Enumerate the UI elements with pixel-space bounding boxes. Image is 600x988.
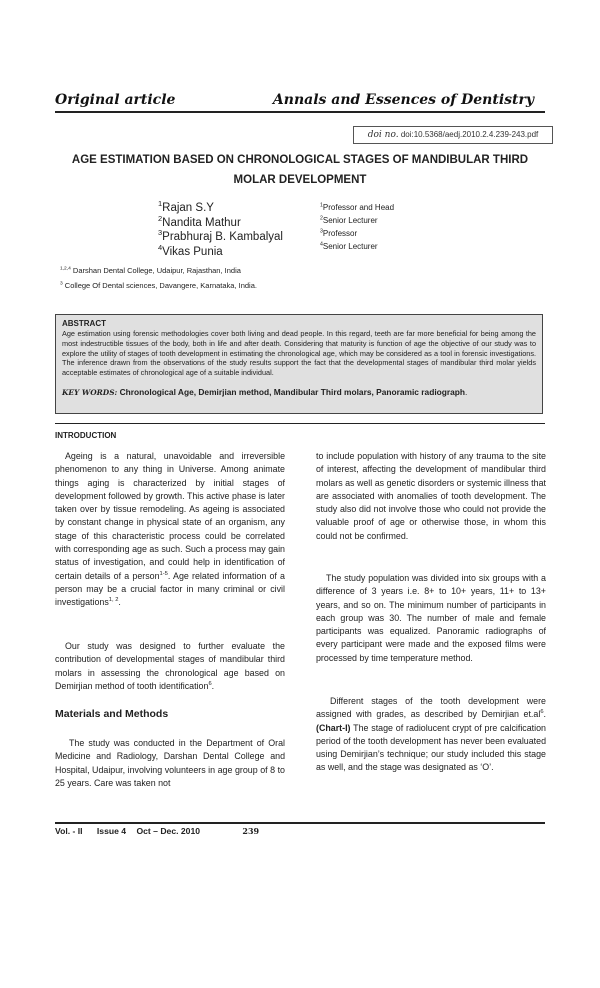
author-roles [320, 201, 394, 253]
affiliation-1: $^{1,2,4}$ Darshan Dental College, Udaipur, Rajasthan, India [60, 266, 241, 275]
article-title: AGE ESTIMATION BASED ON CHRONOLOGICAL STAGES OF MANDIBULAR THIRD MOLAR DEVELOPMENT [71, 154, 529, 186]
footer-page-number: 239 [242, 826, 260, 836]
methods-paragraph-1: The study was conducted in the Department of Oral Medicine and Radiology, Darshan Dental College and Hospital, Udaipur, involving volunteers in age group of 8 to 25 years. Care was taken not [55, 738, 285, 788]
author-item: $^2$Nandita Mathur [158, 213, 241, 229]
author-role: $^1$Professor and Head [320, 202, 395, 212]
methods-paragraph-3: Different stages of the tooth development were assigned with grades, as described by Demirjian $et.al^6$. (Chart-I) The stage of radiolucent crypt of pre calcification period of the tooth development has never been evaluated using Demirjian’s technique; our study included this stage as well, and the stage was designated as ‘O’. [316, 696, 546, 773]
author-list [158, 201, 283, 259]
chart-reference: (Chart-I) [316, 722, 351, 733]
abstract-text: Age estimation using forensic methodologies cover both living and dead people. In this regard, teeth are far more beneficial for being among the most indestructible tissues of the body, both in life and after death. Considering that maturity is function of age the objective of our study was to explore the utility of stages of tooth development in estimating the chronological age, which may be considered as a tool in forensic investigations. The inference drawn from the observations of the study results support the fact that the developmental stages of mandibular third molar yields acceptable estimates of chronological age of a suitable individual. [62, 329, 536, 378]
abstract-heading: ABSTRACT [62, 319, 106, 328]
header-rule [55, 111, 545, 113]
doi-value[interactable]: doi:10.5368/aedj.2010.2.4.239-243.pdf [400, 130, 539, 139]
doi-label: doi no. [367, 130, 399, 140]
footer-date: Oct – Dec. 2010 [136, 826, 201, 836]
footer [55, 826, 259, 836]
footer-volume: Vol. - II [55, 826, 83, 836]
methods-paragraph-2: The study population was divided into six groups with a difference of 3 years i.e. 8+ to 10+ years, 11+ to 13+ years, and so on. The minimum number of participants in each group was 30. The number of male and female participants was equalized. Panoramic radiographs of every participant were made and the exposed films were processed by time temperature method. [316, 573, 546, 663]
affiliation-2: $^3$ College Of Dental sciences, Davangere, Karnataka, India. [60, 281, 257, 290]
abstract-box [55, 314, 543, 414]
keywords-label: KEY WORDS: [62, 387, 118, 397]
author-role: $^2$Senior Lecturer [320, 215, 378, 225]
footer-rule [55, 822, 545, 824]
methods-heading: Materials and Methods [55, 708, 169, 720]
author-item: $^1$Rajan S.Y [158, 199, 214, 214]
introduction-heading: INTRODUCTION [55, 431, 117, 440]
intro-paragraph-1: Ageing is a natural, unavoidable and irreversible phenomenon to any thing in Universe. Among animate things aging is characterized by initial stages of development followed by growth. This active phase is later taken over by tissue remodeling. As ageing is associated by constant change in physical state of an organism, any stage of this characteristic process could be correlated with corresponding age as such. Such a process may gain status of investigation, and could help in identification of certain details of a person$^{1-5}$. Age related information of a person may be a crucial factor in many criminal or civil investigations$^{1, 2}$. [55, 451, 285, 608]
header-journal-name: Annals and Essences of Dentistry [272, 92, 534, 108]
intro-paragraph-2: Our study was designed to further evaluate the contribution of developmental stages of mandibular third molars in assessing the chronological age based on Demirjian method of tooth identification$^6$. [55, 641, 285, 691]
author-role: $^3$Professor [320, 228, 358, 238]
footer-issue: Issue 4 [96, 826, 127, 836]
methods-paragraph-1-cont: to include population with history of any trauma to the site of interest, affecting the development of mandibular third molars as well as genetic disorders or systemic illness that are associated with anomalies of tooth development. The study also did not involve those who could not provide the valuable proof of age or otherwise those, in whom this could not be confirmed. [316, 451, 546, 541]
keywords: KEY WORDS: Chronological Age, Demirjian method, Mandibular Third molars, Panoramic radiograph. [62, 386, 468, 397]
author-item: $^4$Vikas Punia [158, 242, 223, 258]
author-item: $^3$Prabhuraj B. Kambalyal [158, 228, 283, 243]
section-rule [55, 423, 545, 424]
keywords-value: Chronological Age, Demirjian method, Mandibular Third molars, Panoramic radiograph [119, 386, 466, 397]
header-article-type: Original article [55, 92, 176, 108]
doi-box [353, 126, 553, 144]
author-role: $^4$Senior Lecturer [320, 241, 378, 251]
